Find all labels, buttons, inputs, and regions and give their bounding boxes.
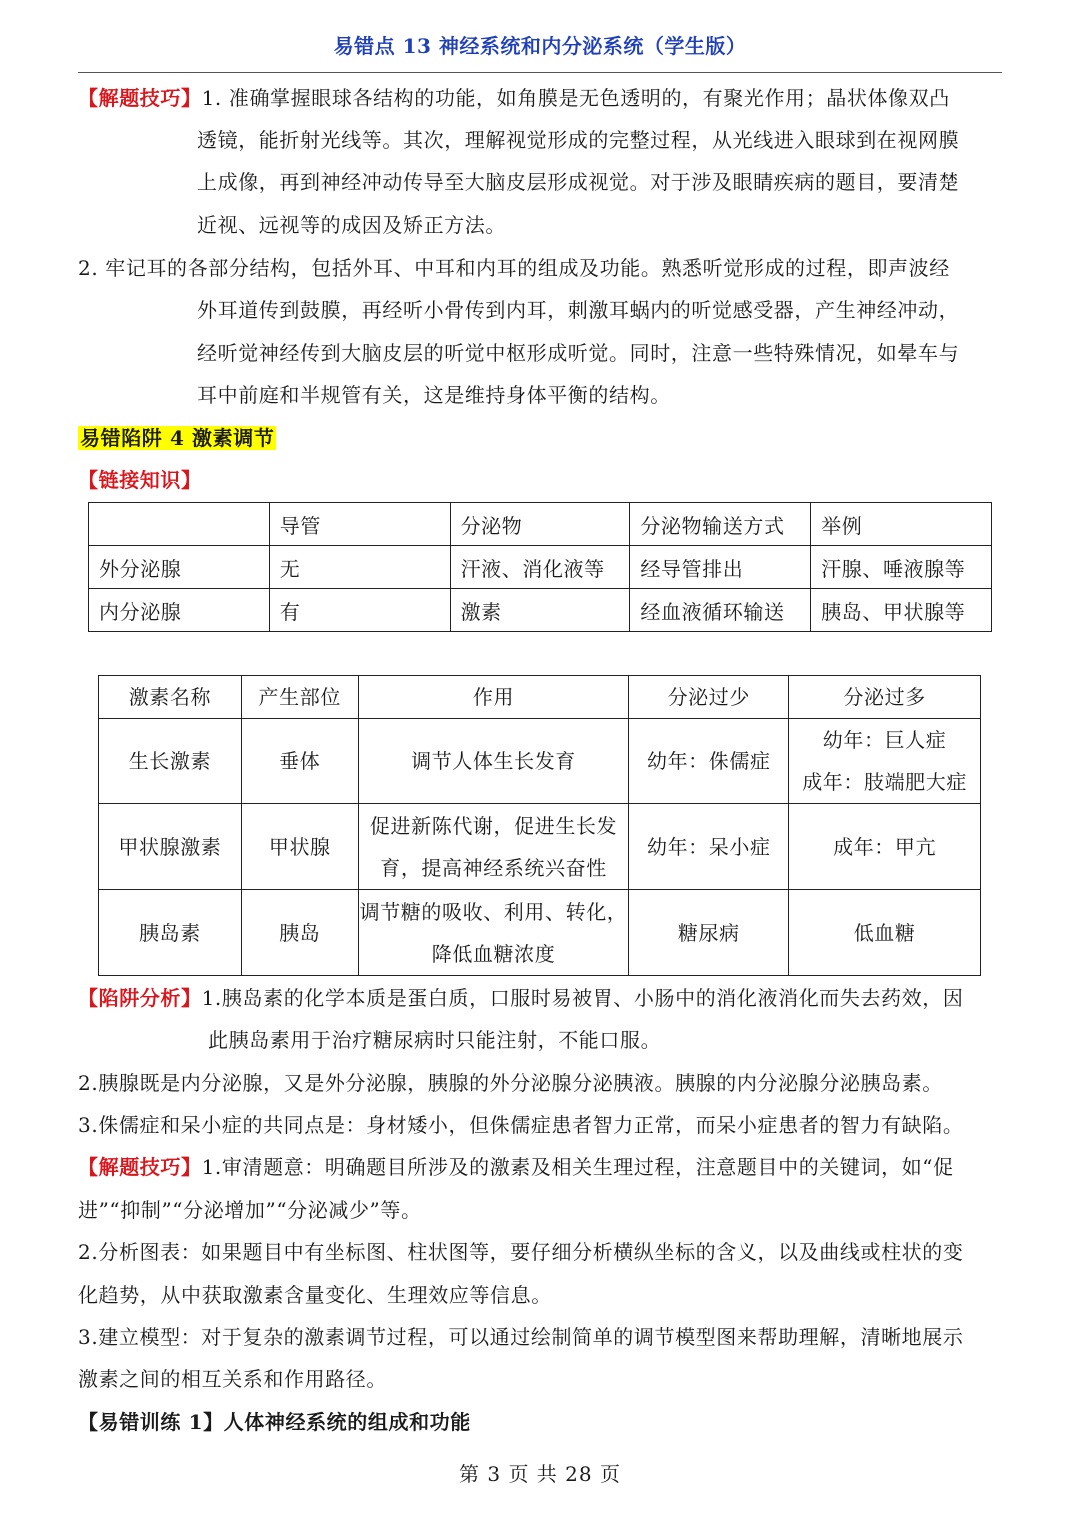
tips2-line-2: 进”“抑制”“分泌增加”“分泌减少”等。 — [78, 1198, 422, 1222]
tips1-line-6: 外耳道传到鼓膜，再经听小骨传到内耳，刺激耳蜗内的听觉感受器，产生神经冲动， — [197, 298, 960, 322]
hormone-name: 胰岛素 — [99, 890, 242, 976]
tips2-line-4: 化趋势，从中获取激素含量变化、生理效应等信息。 — [78, 1283, 552, 1307]
table-cell: 胰岛、甲状腺等 — [811, 589, 992, 632]
gland-header-cell: 导管 — [269, 503, 450, 546]
hormone-low: 幼年：呆小症 — [629, 804, 789, 890]
table-cell: 汗液、消化液等 — [450, 546, 630, 589]
tips1-line-3: 上成像，再到神经冲动传导至大脑皮层形成视觉。对于涉及眼睛疾病的题目，要清楚 — [197, 170, 960, 194]
tips1-line-8: 耳中前庭和半规管有关，这是维持身体平衡的结构。 — [197, 383, 671, 407]
hormone-effect: 调节糖的吸收、利用、转化， 降低血糖浓度 — [358, 890, 629, 976]
header-rule — [78, 72, 1002, 73]
table-row — [99, 804, 981, 890]
table-cell: 激素 — [450, 589, 630, 632]
gland-header-cell: 分泌物 — [450, 503, 630, 546]
hormone-low: 幼年：侏儒症 — [629, 719, 789, 804]
table-cell: 有 — [269, 589, 450, 632]
tips1-line-7: 经听觉神经传到大脑皮层的听觉中枢形成听觉。同时，注意一些特殊情况，如晕车与 — [197, 341, 960, 365]
trap-heading: 易错陷阱 4 激素调节 — [80, 426, 275, 450]
hormone-header-cell: 产生部位 — [241, 676, 358, 719]
hormone-header-cell: 作用 — [358, 676, 629, 719]
link-knowledge-label: 【链接知识】 — [78, 468, 202, 492]
hormone-name: 甲状腺激素 — [99, 804, 242, 890]
gland-table — [88, 502, 992, 632]
hormone-high: 幼年：巨人症 成年：肢端肥大症 — [789, 719, 981, 804]
table-cell: 经血液循环输送 — [630, 589, 811, 632]
trap-analysis-line-3: 2.胰腺既是内分泌腺，又是外分泌腺，胰腺的外分泌腺分泌胰液。胰腺的内分泌腺分泌胰岛素。 — [78, 1071, 943, 1095]
hormone-effect: 促进新陈代谢，促进生长发 育，提高神经系统兴奋性 — [358, 804, 629, 890]
tips2-line-5: 3.建立模型：对于复杂的激素调节过程，可以通过绘制简单的调节模型图来帮助理解，清晰地展示 — [78, 1325, 964, 1349]
tips1-label: 【解题技巧】 — [78, 86, 202, 110]
tips1-line-4: 近视、远视等的成因及矫正方法。 — [197, 213, 506, 237]
trap-analysis-label: 【陷阱分析】 — [78, 986, 202, 1010]
training-heading: 【易错训练 1】人体神经系统的组成和功能 — [78, 1410, 471, 1434]
tips2-line-6: 激素之间的相互关系和作用路径。 — [78, 1367, 387, 1391]
hormone-site: 甲状腺 — [241, 804, 358, 890]
tips2-label: 【解题技巧】 — [78, 1155, 202, 1179]
hormone-header-cell: 分泌过多 — [789, 676, 981, 719]
hormone-header-cell: 分泌过少 — [629, 676, 789, 719]
hormone-low: 糖尿病 — [629, 890, 789, 976]
table-row — [89, 546, 992, 589]
hormone-name: 生长激素 — [99, 719, 242, 804]
table-cell: 无 — [269, 546, 450, 589]
hormone-site: 垂体 — [241, 719, 358, 804]
tips2-line-3: 2.分析图表：如果题目中有坐标图、柱状图等，要仔细分析横纵坐标的含义，以及曲线或柱状的变 — [78, 1240, 964, 1264]
table-cell: 经导管排出 — [630, 546, 811, 589]
hormone-high: 低血糖 — [789, 890, 981, 976]
table-row — [99, 890, 981, 976]
trap-analysis-line-4: 3.侏儒症和呆小症的共同点是：身材矮小，但侏儒症患者智力正常，而呆小症患者的智力有缺陷。 — [78, 1113, 964, 1137]
hormone-effect: 调节人体生长发育 — [358, 719, 629, 804]
table-cell: 外分泌腺 — [89, 546, 270, 589]
table-cell: 汗腺、唾液腺等 — [811, 546, 992, 589]
hormone-header-cell: 激素名称 — [99, 676, 242, 719]
hormone-table-header — [99, 676, 981, 719]
gland-table-header — [89, 503, 992, 546]
hormone-site: 胰岛 — [241, 890, 358, 976]
table-row — [89, 589, 992, 632]
tips2-line-1: 【解题技巧】1.审清题意：明确题目所涉及的激素及相关生理过程，注意题目中的关键词，如“促 — [78, 1155, 954, 1179]
trap-analysis-line-2: 此胰岛素用于治疗糖尿病时只能注射，不能口服。 — [208, 1028, 662, 1052]
gland-header-cell — [89, 503, 270, 546]
trap-heading-line — [78, 417, 276, 459]
page-footer: 第 3 页 共 28 页 — [459, 1462, 621, 1486]
gland-header-cell: 举例 — [811, 503, 992, 546]
trap-analysis-line-1: 【陷阱分析】1.胰岛素的化学本质是蛋白质，口服时易被胃、小肠中的消化液消化而失去药效，因 — [78, 986, 964, 1010]
page-header: 易错点 13 神经系统和内分泌系统（学生版） — [333, 34, 747, 58]
gland-header-cell: 分泌物输送方式 — [630, 503, 811, 546]
tips1-line-2: 透镜，能折射光线等。其次，理解视觉形成的完整过程，从光线进入眼球到在视网膜 — [197, 128, 960, 152]
table-cell: 内分泌腺 — [89, 589, 270, 632]
tips1-line-1: 【解题技巧】1. 准确掌握眼球各结构的功能，如角膜是无色透明的，有聚光作用；晶状体像双凸 — [78, 86, 950, 110]
tips1-line-5: 2. 牢记耳的各部分结构，包括外耳、中耳和内耳的组成及功能。熟悉听觉形成的过程，即声波经 — [78, 256, 950, 280]
table-row — [99, 719, 981, 804]
hormone-high: 成年：甲亢 — [789, 804, 981, 890]
hormone-table — [98, 675, 981, 976]
